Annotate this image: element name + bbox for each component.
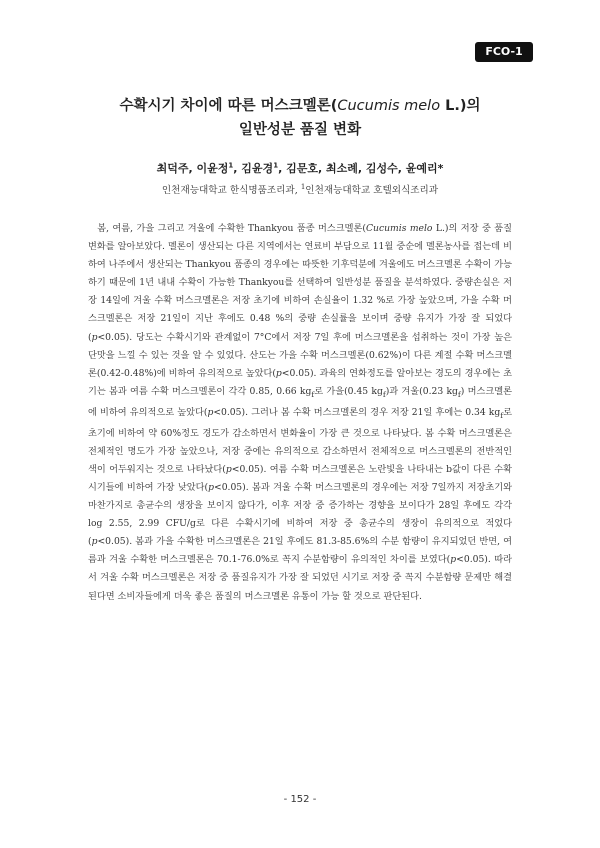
p-value-symbol: p bbox=[91, 536, 98, 548]
abstract-text: <0.05). 봄과 가을 수확한 머스크멜론은 21일 후에도 81.3-85.6%의 수분 함량이 유지되었던 반면, 여름과 겨울 수확한 머스크멜론은 70.1-76.0%로 꼭지 수분함량이 유의적인 차이를 보였다( bbox=[88, 536, 512, 566]
unit-subscript: f bbox=[382, 389, 386, 399]
abstract-text: <0.05). 그러나 봄 수확 머스크멜론의 경우 저장 21일 후에는 0.34 kg bbox=[213, 406, 501, 418]
p-value-symbol: p bbox=[208, 481, 214, 493]
abstract-text: )과 겨울(0.23 kg bbox=[385, 385, 458, 397]
abstract-text: 로 가을(0.45 kg bbox=[314, 385, 383, 397]
author-2: 이윤정 bbox=[196, 162, 229, 175]
unit-subscript: f bbox=[500, 410, 504, 420]
abstract-text: ) 머스크멜론에 비하여 유의적으로 높았다( bbox=[88, 385, 512, 418]
p-value-symbol: p bbox=[450, 554, 457, 566]
author-3-affil-mark: 1 bbox=[273, 161, 279, 170]
abstract-text: <0.05). 과육의 연화정도를 알아보는 경도의 경우에는 초기는 봄과 여름 수확 머스크멜론이 각각 0.85, 0.66 kg bbox=[88, 367, 513, 397]
abstract-text: <0.05). 따라서 겨울 수확 머스크멜론은 저장 중 품질유지가 가장 잘 되었던 시기로 저장 중 꼭지 수분함량 문제만 해결 된다면 소비자들에게 더욱 좋은 품질의 머스크멜론 유통이 가능 할 것으로 판단된다. bbox=[88, 554, 512, 602]
title-text: 수확시기 차이에 따른 머스크멜론( bbox=[119, 98, 338, 114]
paper-title bbox=[60, 94, 540, 142]
page-number: - 152 - bbox=[283, 794, 317, 805]
abstract-text: L.)의 저장 중 품질변화를 알아보았다. 멜론이 생산되는 다른 지역에서는 연료비 부담으로 11월 중순에 멜론농사를 접는데 비하여 나주에서 생산되는 Thankyou 품종의 경우에는 따뜻한 기후덕분에 겨울에도 머스크멜론 수확이 가능하기 때문에 1년 내내 수확이 가능한 Thankyou를 선택하여 일반성분 품질을 분석하였다. 중량손실은 저장 14일에 겨울 수확 머스크멜론은 저장 초기에 비하여 손실율이 1.32 %로 가장 높았으며, 가을 수확 머스크멜론은 저장 21일이 지난 후에도 0.48 %의 중량 손실률을 보이며 중량 유지가 가장 잘 되었다( bbox=[88, 223, 513, 343]
abstract-latin-name: Cucumis melo bbox=[366, 223, 433, 234]
p-value-symbol: p bbox=[225, 463, 232, 475]
abstract-text: <0.05). 봄과 겨울 수확 머스크멜론의 경우에는 저장 7일까지 저장초기와 마찬가지로 총균수의 생장을 보이지 않다가, 이후 저장 중 증가하는 경향을 보이다가 28일 후에도 각각 log 2.55, 2.99 CFU/g로 다른 수확시기에 비하여 저장 중 총균수의 생장이 유의적으로 적었다( bbox=[88, 481, 512, 548]
abstract-text: 로 초기에 비하여 약 60%정도 경도가 감소하면서 변화율이 가장 큰 것으로 나타났다. 봄 수확 머스크멜론은 전체적인 명도가 가장 높았으나, 저장 중에는 유의적으로 감소하면서 전체적으로 머스크멜론의 전반적인 색이 어두워지는 것으로 나타났다( bbox=[88, 406, 512, 475]
title-text-end: L.)의 bbox=[440, 98, 481, 114]
unit-subscript: f bbox=[457, 389, 461, 399]
author-3: 김윤경 bbox=[241, 162, 274, 175]
title-latin-name: Cucumis melo bbox=[337, 98, 441, 114]
affiliation-1: 인천재능대학교 한식명품조리과, bbox=[161, 185, 298, 196]
p-value-symbol: p bbox=[91, 331, 98, 343]
abstract-text: <0.05). 여름 수확 머스크멜론은 노란빛을 나타내는 b값이 다른 수확시기들에 비하여 가장 낮았다( bbox=[88, 463, 512, 493]
p-value-symbol: p bbox=[207, 406, 214, 418]
abstract-text: <0.05). 당도는 수확시기와 관계없이 7°C에서 저장 7일 후에 머스크멜론을 섭취하는 것이 가장 높은 단맛을 느낄 수 있는 것을 알 수 있었다. 산도는 가을 수확 머스크멜론(0.62%)이 다른 계절 수확 머스크멜론(0.42-0.48%)에 비하여 유의적으로 높았다( bbox=[88, 331, 512, 379]
affiliation bbox=[60, 182, 540, 196]
abstract-text: 봄, 여름, 가을 그리고 겨울에 수확한 Thankyou 품종 머스크멜론( bbox=[97, 223, 367, 234]
abstract-paragraph bbox=[88, 220, 512, 606]
unit-subscript: f bbox=[311, 389, 315, 399]
author-list: 최덕주, 이윤정$^1$, 김윤경$^1$, 김문호, 최소례, 김성수, 윤예리* bbox=[156, 161, 444, 175]
affiliation-mark: 1 bbox=[300, 182, 306, 191]
author-rest: 김문호, 최소례, 김성수, 윤예리* bbox=[286, 162, 444, 175]
p-value-symbol: p bbox=[275, 367, 282, 379]
affiliation-2: 인천재능대학교 호텔외식조리과 bbox=[305, 185, 439, 196]
author-1: 최덕주, bbox=[156, 162, 193, 175]
title-line-2: 일반성분 품질 변화 bbox=[238, 122, 362, 138]
session-badge: FCO-1 bbox=[475, 42, 533, 62]
author-2-affil-mark: 1 bbox=[228, 161, 234, 170]
abstract bbox=[88, 220, 512, 606]
